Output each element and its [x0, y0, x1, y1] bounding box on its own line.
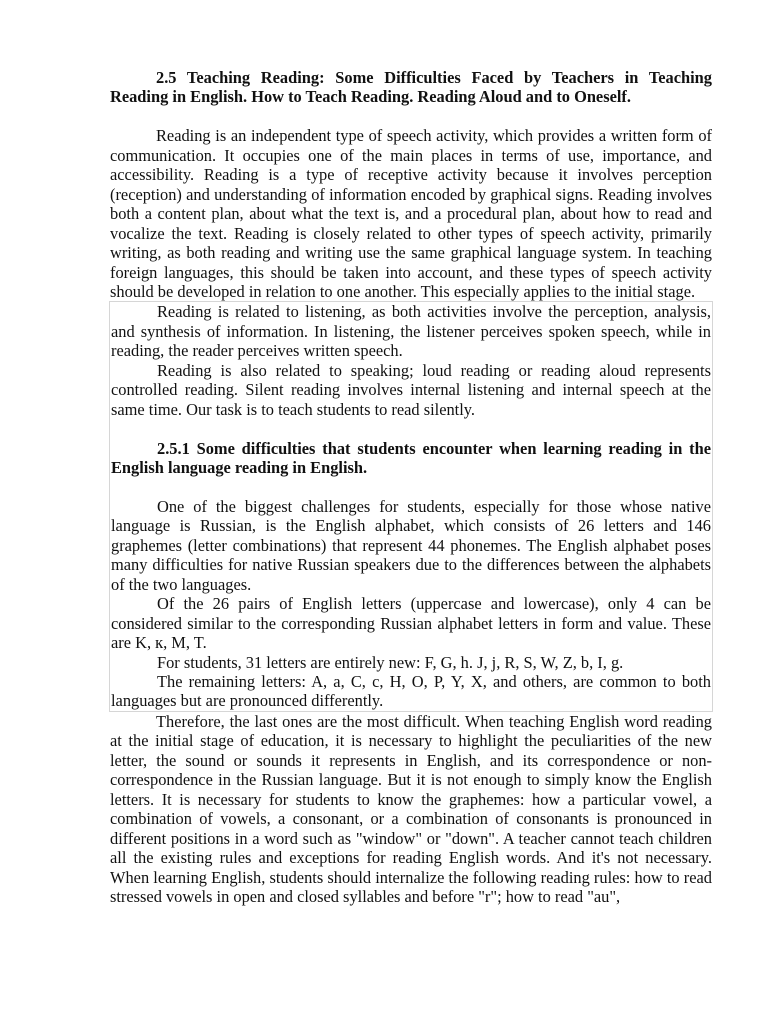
- paragraph: Of the 26 pairs of English letters (uppercase and lowercase), only 4 can be considered similar to the corresponding Russian alphabet letters in form and value. These are K, к, M, T.: [111, 594, 711, 653]
- section-heading: 2.5 Teaching Reading: Some Difficulties Faced by Teachers in Teaching Reading in English. How to Teach Reading. Reading Aloud and to Oneself.: [110, 68, 712, 107]
- document-page: [110, 68, 712, 906]
- spacer: [110, 477, 712, 496]
- paragraph: Therefore, the last ones are the most difficult. When teaching English word reading at the initial stage of education, it is necessary to highlight the peculiarities of the new letter, the sound or sounds it represents in English, and its correspondence or non-correspondence in the Russian language. But it is not enough to simply know the English letters. It is necessary for students to know the graphemes: how a particular vowel, a combination of vowels, a consonant, or a combination of consonants is pronounced in different positions in a word such as "window" or "down". A teacher cannot teach children all the existing rules and exceptions for reading English words. And it's not necessary. When learning English, students should internalize the following reading rules: how to read stressed vowels in open and closed syllables and before "r"; how to read "au",: [110, 711, 712, 906]
- spacer: [110, 107, 712, 126]
- paragraph: The remaining letters: A, a, C, c, H, O, P, Y, X, and others, are common to both languages but are pronounced differently.: [111, 672, 711, 711]
- paragraph: Reading is also related to speaking; loud reading or reading aloud represents controlled reading. Silent reading involves internal listening and internal speech at the same time. Our task is to teach students to read silently.: [111, 360, 711, 419]
- spacer: [110, 419, 712, 438]
- paragraph: One of the biggest challenges for students, especially for those whose native language is Russian, is the English alphabet, which consists of 26 letters and 146 graphemes (letter combinations) that represent 44 phonemes. The English alphabet poses many difficulties for native Russian speakers due to the differences between the alphabets of the two languages.: [111, 496, 711, 594]
- paragraph: Reading is related to listening, as both activities involve the perception, analysis, and synthesis of information. In listening, the listener perceives spoken speech, while in reading, the reader perceives written speech.: [111, 302, 711, 361]
- paragraph: For students, 31 letters are entirely new: F, G, h. J, j, R, S, W, Z, b, I, g.: [157, 652, 624, 672]
- highlighted-block: [109, 301, 713, 711]
- paragraph: Reading is an independent type of speech activity, which provides a written form of communication. It occupies one of the main places in terms of use, importance, and accessibility. Reading is a type of receptive activity because it involves perception (reception) and understanding of information encoded by graphical signs. Reading involves both a content plan, about what the text is, and a procedural plan, about how to read and vocalize the text. Reading is closely related to other types of speech activity, primarily writing, as both reading and writing use the same graphical language system. In teaching foreign languages, this should be taken into account, and these types of speech activity should be developed in relation to one another. This especially applies to the initial stage.: [110, 126, 712, 301]
- subsection-heading: 2.5.1 Some difficulties that students encounter when learning reading in the English language reading in English.: [111, 438, 711, 478]
